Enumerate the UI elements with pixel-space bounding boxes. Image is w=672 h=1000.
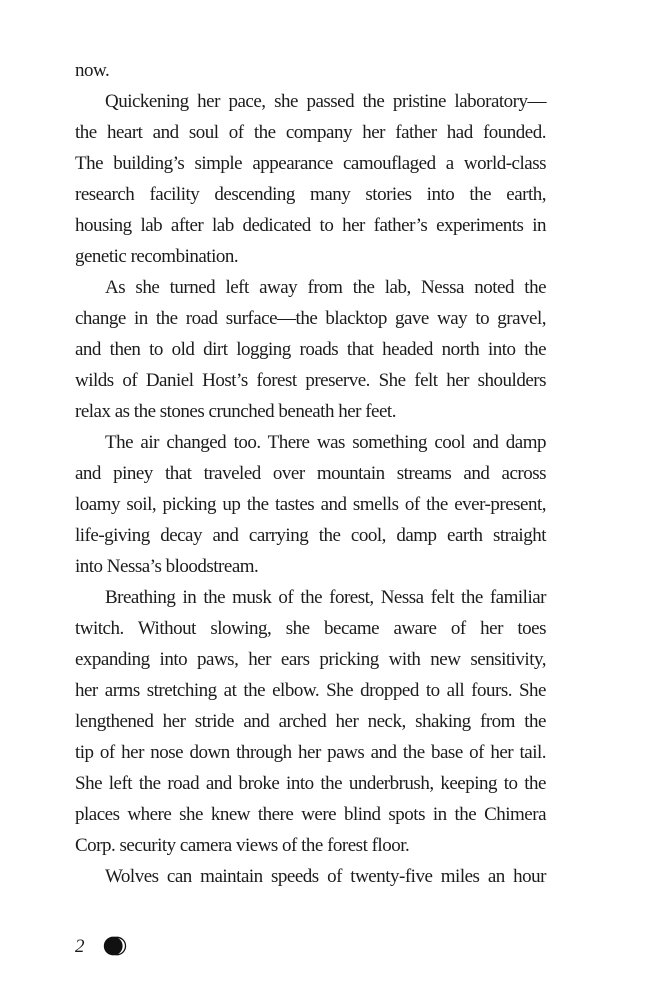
page-text: [75, 55, 546, 892]
text-line: wilds of Daniel Host’s forest preserve. She felt her shoulders: [75, 370, 546, 391]
text-line: lengthened her stride and arched her neck, shaking from the: [75, 711, 546, 732]
paragraph: [75, 272, 546, 427]
paragraph: [75, 427, 546, 582]
text-line: into Nessa’s bloodstream.: [75, 556, 259, 577]
paragraph: [75, 86, 546, 272]
text-line: The building’s simple appearance camouflaged a world-class: [75, 153, 546, 174]
paragraph: [75, 582, 546, 861]
text-line: places where she knew there were blind spots in the Chimera: [75, 804, 546, 825]
moon-phase-icon: [102, 934, 128, 958]
text-line: twitch. Without slowing, she became aware of her toes: [75, 618, 546, 639]
text-line: As she turned left away from the lab, Nessa noted the: [105, 277, 546, 298]
text-line: The air changed too. There was something cool and damp: [105, 432, 546, 453]
text-line: the heart and soul of the company her father had founded.: [75, 122, 546, 143]
paragraph: [75, 55, 546, 86]
text-line: Wolves can maintain speeds of twenty-five miles an hour: [105, 866, 546, 887]
text-line: housing lab after lab dedicated to her father’s experiments in: [75, 215, 546, 236]
text-line: now.: [75, 60, 110, 81]
text-line: tip of her nose down through her paws and the base of her tail.: [75, 742, 546, 763]
text-line: Corp. security camera views of the forest floor.: [75, 835, 410, 856]
text-line: Breathing in the musk of the forest, Nessa felt the familiar: [105, 587, 546, 608]
text-line: expanding into paws, her ears pricking with new sensitivity,: [75, 649, 546, 670]
text-line: research facility descending many stories into the earth,: [75, 184, 546, 205]
page-footer: [75, 932, 128, 960]
text-line: change in the road surface—the blacktop gave way to gravel,: [75, 308, 546, 329]
text-line: life-giving decay and carrying the cool, damp earth straight: [75, 525, 546, 546]
text-line: and piney that traveled over mountain streams and across: [75, 463, 546, 484]
text-line: She left the road and broke into the underbrush, keeping to the: [75, 773, 546, 794]
page-number: 2: [75, 935, 85, 957]
text-line: loamy soil, picking up the tastes and smells of the ever-present,: [75, 494, 546, 515]
text-line: genetic recombination.: [75, 246, 239, 267]
text-line: and then to old dirt logging roads that headed north into the: [75, 339, 546, 360]
paragraph: [75, 861, 546, 892]
text-line: Quickening her pace, she passed the pristine laboratory—: [105, 91, 546, 112]
text-line: her arms stretching at the elbow. She dropped to all fours. She: [75, 680, 546, 701]
text-line: relax as the stones crunched beneath her feet.: [75, 401, 396, 422]
